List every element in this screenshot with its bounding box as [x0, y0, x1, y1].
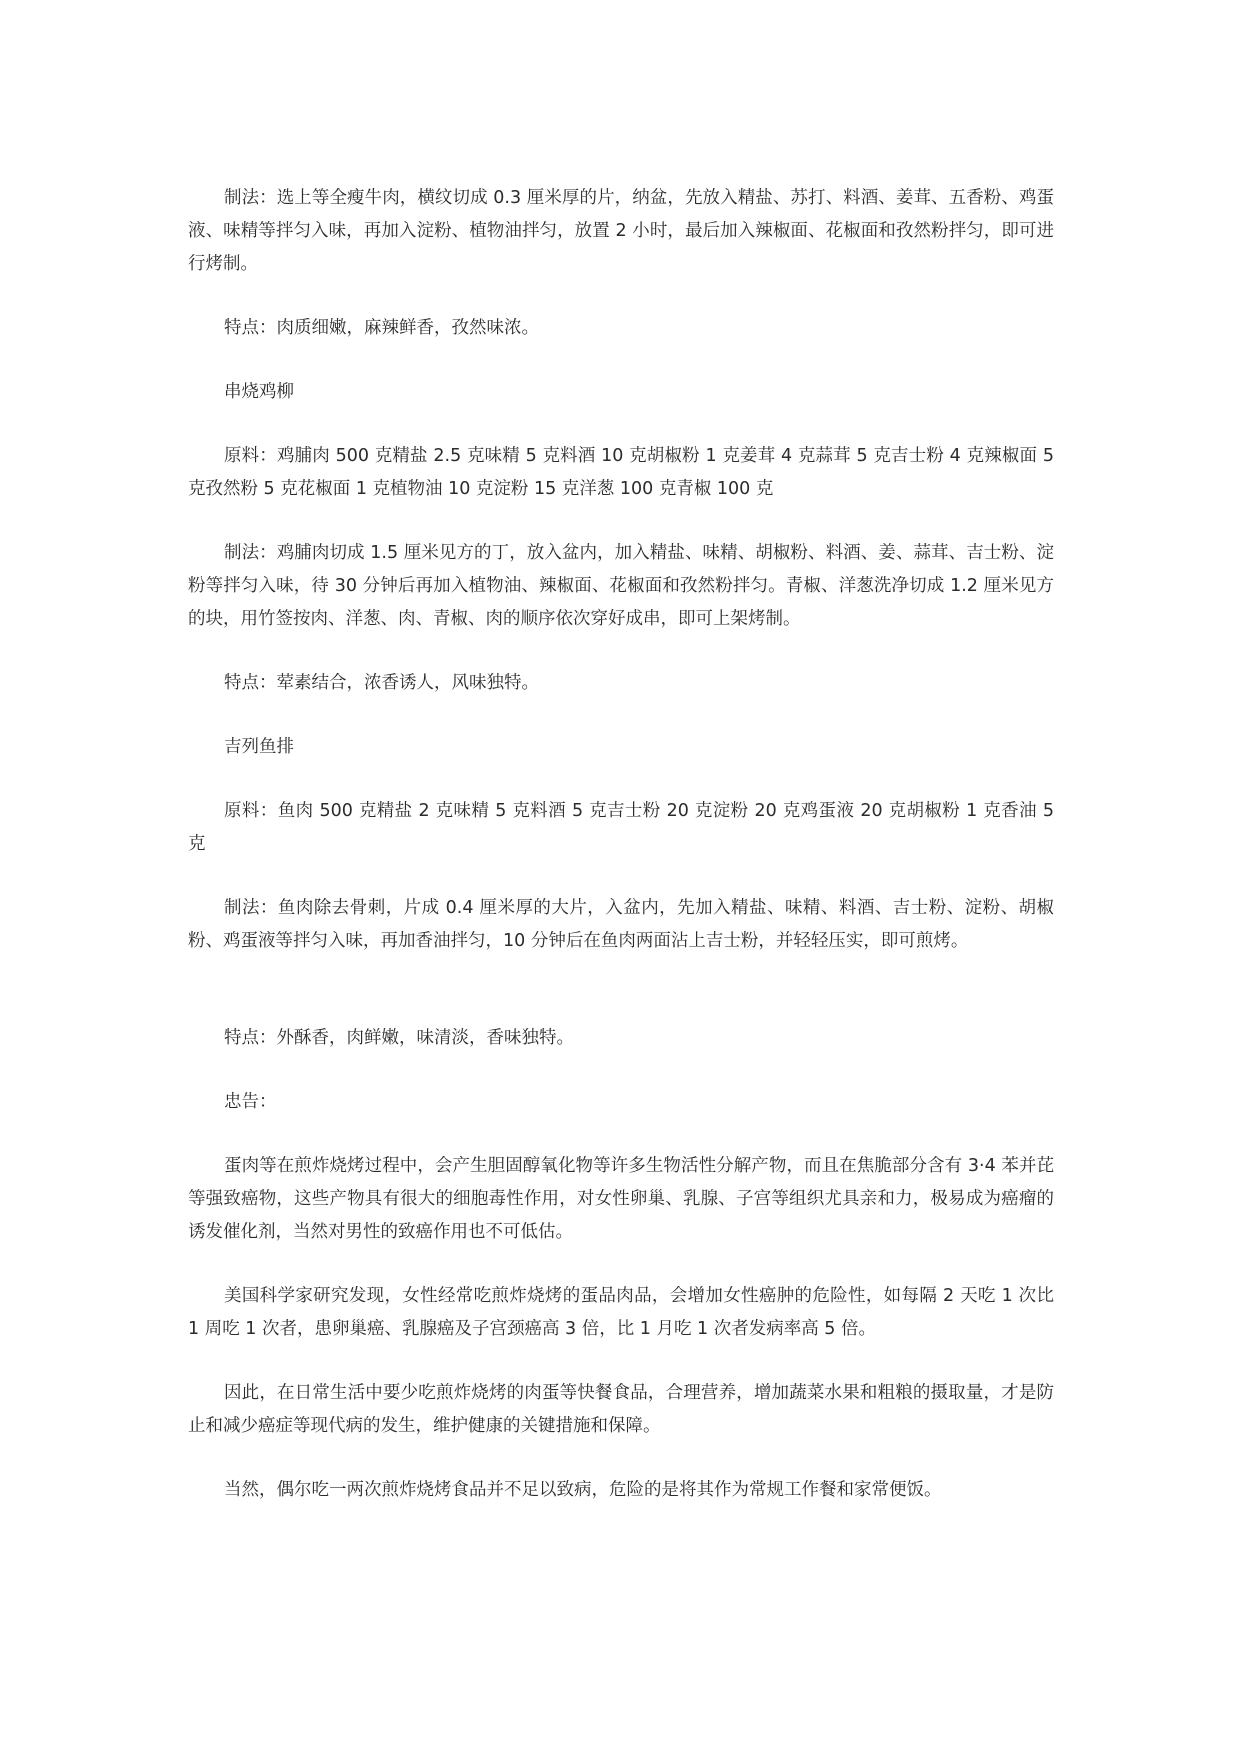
paragraph-fish-ingredients: 原料：鱼肉 500 克精盐 2 克味精 5 克料酒 5 克吉士粉 20 克淀粉 20 克鸡蛋液 20 克胡椒粉 1 克香油 5 克: [188, 801, 1054, 854]
paragraph-beef-feature: 特点：肉质细嫩，麻辣鲜香，孜然味浓。: [224, 318, 539, 338]
paragraph-fish-feature: 特点：外酥香，肉鲜嫩，味清淡，香味独特。: [224, 1028, 574, 1048]
paragraph-chicken-ingredients: 原料：鸡脯肉 500 克精盐 2.5 克味精 5 克料酒 10 克胡椒粉 1 克姜茸 4 克蒜茸 5 克吉士粉 4 克辣椒面 5 克孜然粉 5 克花椒面 1 克植物油 10 克淀粉 15 克洋葱 100 克青椒 100 克: [188, 446, 1054, 499]
paragraph-beef-method: 制法：选上等全瘦牛肉，横纹切成 0.3 厘米厚的片，纳盆，先放入精盐、苏打、料酒、姜茸、五香粉、鸡蛋液、味精等拌匀入味，再加入淀粉、植物油拌匀，放置 2 小时，最后加入辣椒面、花椒面和孜然粉拌匀，即可进行烤制。: [188, 188, 1054, 274]
paragraph-advice-research: 美国科学家研究发现，女性经常吃煎炸烧烤的蛋品肉品，会增加女性癌肿的危险性，如每隔 2 天吃 1 次比 1 周吃 1 次者，患卵巢癌、乳腺癌及子宫颈癌高 3 倍，比 1 月吃 1 次者发病率高 5 倍。: [188, 1286, 1054, 1339]
paragraph-fish-method: 制法：鱼肉除去骨刺，片成 0.4 厘米厚的大片，入盆内，先加入精盐、味精、料酒、吉士粉、淀粉、胡椒粉、鸡蛋液等拌匀入味，再加香油拌匀，10 分钟后在鱼肉两面沾上吉士粉，并轻轻压实，即可煎烤。: [188, 898, 1054, 951]
section-title-advice: 忠告：: [224, 1092, 277, 1112]
paragraph-advice-carcinogens: 蛋肉等在煎炸烧烤过程中，会产生胆固醇氧化物等许多生物活性分解产物，而且在焦脆部分含有 3·4 苯并芘等强致癌物，这些产物具有很大的细胞毒性作用，对女性卵巢、乳腺、子宫等组织尤具亲和力，极易成为癌瘤的诱发催化剂，当然对男性的致癌作用也不可低估。: [188, 1156, 1054, 1242]
document-body: [188, 182, 1054, 1538]
recipe-title-chicken-skewer: 串烧鸡柳: [224, 382, 294, 402]
paragraph-chicken-feature: 特点：荤素结合，浓香诱人，风味独特。: [224, 673, 539, 693]
paragraph-advice-occasional: 当然，偶尔吃一两次煎炸烧烤食品并不足以致病，危险的是将其作为常规工作餐和家常便饭。: [224, 1480, 942, 1500]
paragraph-advice-diet: 因此，在日常生活中要少吃煎炸烧烤的肉蛋等快餐食品，合理营养，增加蔬菜水果和粗粮的摄取量，才是防止和减少癌症等现代病的发生，维护健康的关键措施和保障。: [188, 1383, 1054, 1436]
paragraph-chicken-method: 制法：鸡脯肉切成 1.5 厘米见方的丁，放入盆内，加入精盐、味精、胡椒粉、料酒、姜、蒜茸、吉士粉、淀粉等拌匀入味，待 30 分钟后再加入植物油、辣椒面、花椒面和孜然粉拌匀。青椒、洋葱洗净切成 1.2 厘米见方的块，用竹签按肉、洋葱、肉、青椒、肉的顺序依次穿好成串，即可上架烤制。: [188, 543, 1054, 629]
recipe-title-fish-cutlet: 吉列鱼排: [224, 737, 294, 757]
